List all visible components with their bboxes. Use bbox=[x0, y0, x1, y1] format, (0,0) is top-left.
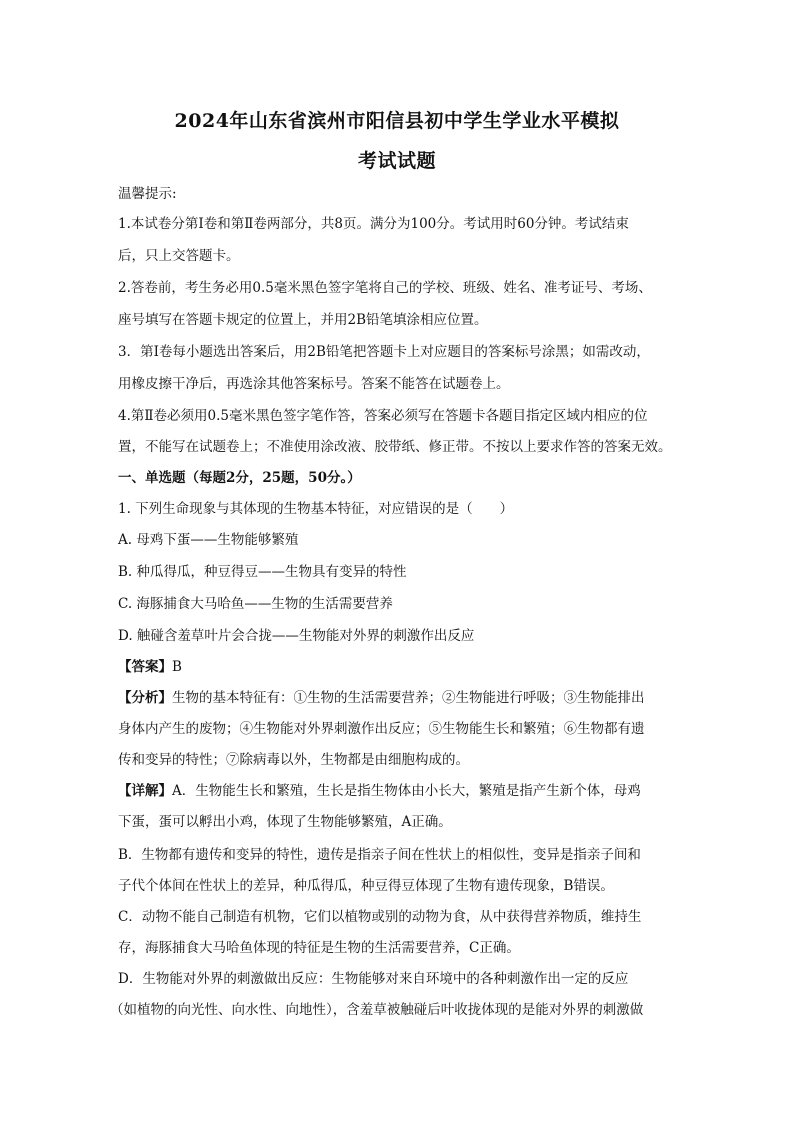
tip-line: 置，不能写在试题卷上；不准使用涂改液、胶带纸、修正带。不按以上要求作答的答案无效。 bbox=[118, 439, 672, 455]
tip-line: 3．第Ⅰ卷每小题选出答案后，用2B铅笔把答题卡上对应题目的答案标号涂黑；如需改动， bbox=[118, 344, 650, 360]
analysis-text: 生物的基本特征有：①生物的生活需要营养；②生物能进行呼吸；③生物能排出 bbox=[172, 690, 645, 706]
detail-line: 下蛋，蛋可以孵出小鸡，体现了生物能够繁殖，A正确。 bbox=[118, 814, 452, 830]
exam-title-line1: 2024年山东省滨州市阳信县初中学生学业水平模拟 bbox=[174, 110, 620, 132]
detail-line: 存，海豚捕食大马哈鱼体现的特征是生物的生活需要营养，C正确。 bbox=[118, 940, 520, 956]
question-stem: 1. 下列生命现象与其体现的生物基本特征，对应错误的是（ ） bbox=[118, 501, 514, 517]
detail-text: A．生物能生长和繁殖，生长是指生物体由小长大，繁殖是指产生新个体，母鸡 bbox=[172, 783, 641, 799]
option-c: C. 海豚捕食大马哈鱼——生物的生活需要营养 bbox=[118, 596, 393, 612]
detail-row bbox=[118, 781, 678, 801]
answer-label: 【答案】 bbox=[118, 659, 172, 675]
answer-row bbox=[118, 657, 678, 677]
detail-line: （如植物的向光性、向水性、向地性），含羞草被触碰后叶收拢体现的是能对外界的刺激做 bbox=[110, 1002, 644, 1018]
detail-line: B．生物都有遗传和变异的特性，遗传是指亲子间在性状上的相似性，变异是指亲子间和 bbox=[118, 847, 641, 863]
answer-value: B bbox=[172, 659, 182, 675]
section-heading: 一、单选题（每题2分，25题，50分。） bbox=[118, 470, 361, 486]
detail-line: C．动物不能自己制造有机物，它们以植物或别的动物为食，从中获得营养物质，维持生 bbox=[118, 909, 642, 925]
tip-line: 4.第Ⅱ卷必须用0.5毫米黑色签字笔作答，答案必须写在答题卡各题目指定区域内相应的位 bbox=[118, 408, 648, 424]
analysis-line: 传和变异的特性；⑦除病毒以外，生物都是由细胞构成的。 bbox=[118, 752, 469, 768]
exam-title-line2: 考试试题 bbox=[357, 150, 436, 172]
analysis-row bbox=[118, 688, 678, 708]
tips-label: 温馨提示: bbox=[118, 186, 177, 202]
option-d: D. 触碰含羞草叶片会合拢——生物能对外界的刺激作出反应 bbox=[118, 628, 475, 644]
tip-line: 用橡皮擦干净后，再选涂其他答案标号。答案不能答在试题卷上。 bbox=[118, 376, 510, 392]
analysis-line: 身体内产生的废物；④生物能对外界刺激作出反应；⑤生物能生长和繁殖；⑥生物都有遗 bbox=[118, 721, 645, 737]
analysis-label: 【分析】 bbox=[118, 690, 172, 706]
detail-label: 【详解】 bbox=[118, 783, 172, 799]
detail-line: D．生物能对外界的刺激做出反应：生物能够对来自环境中的各种刺激作出一定的反应 bbox=[118, 971, 629, 987]
option-a: A. 母鸡下蛋——生物能够繁殖 bbox=[118, 532, 299, 548]
tip-line: 后，只上交答题卡。 bbox=[118, 248, 240, 264]
tip-line: 2.答卷前，考生务必用0.5毫米黑色签字笔将自己的学校、班级、姓名、准考证号、考场、 bbox=[118, 280, 652, 296]
tip-line: 1.本试卷分第Ⅰ卷和第Ⅱ卷两部分，共8页。满分为100分。考试用时60分钟。考试结束 bbox=[118, 216, 629, 232]
tip-line: 座号填写在答题卡规定的位置上，并用2B铅笔填涂相应位置。 bbox=[118, 312, 488, 328]
detail-line: 子代个体间在性状上的差异，种瓜得瓜，种豆得豆体现了生物有遗传现象，B错误。 bbox=[118, 878, 614, 894]
option-b: B. 种瓜得瓜，种豆得豆——生物具有变异的特性 bbox=[118, 564, 407, 580]
